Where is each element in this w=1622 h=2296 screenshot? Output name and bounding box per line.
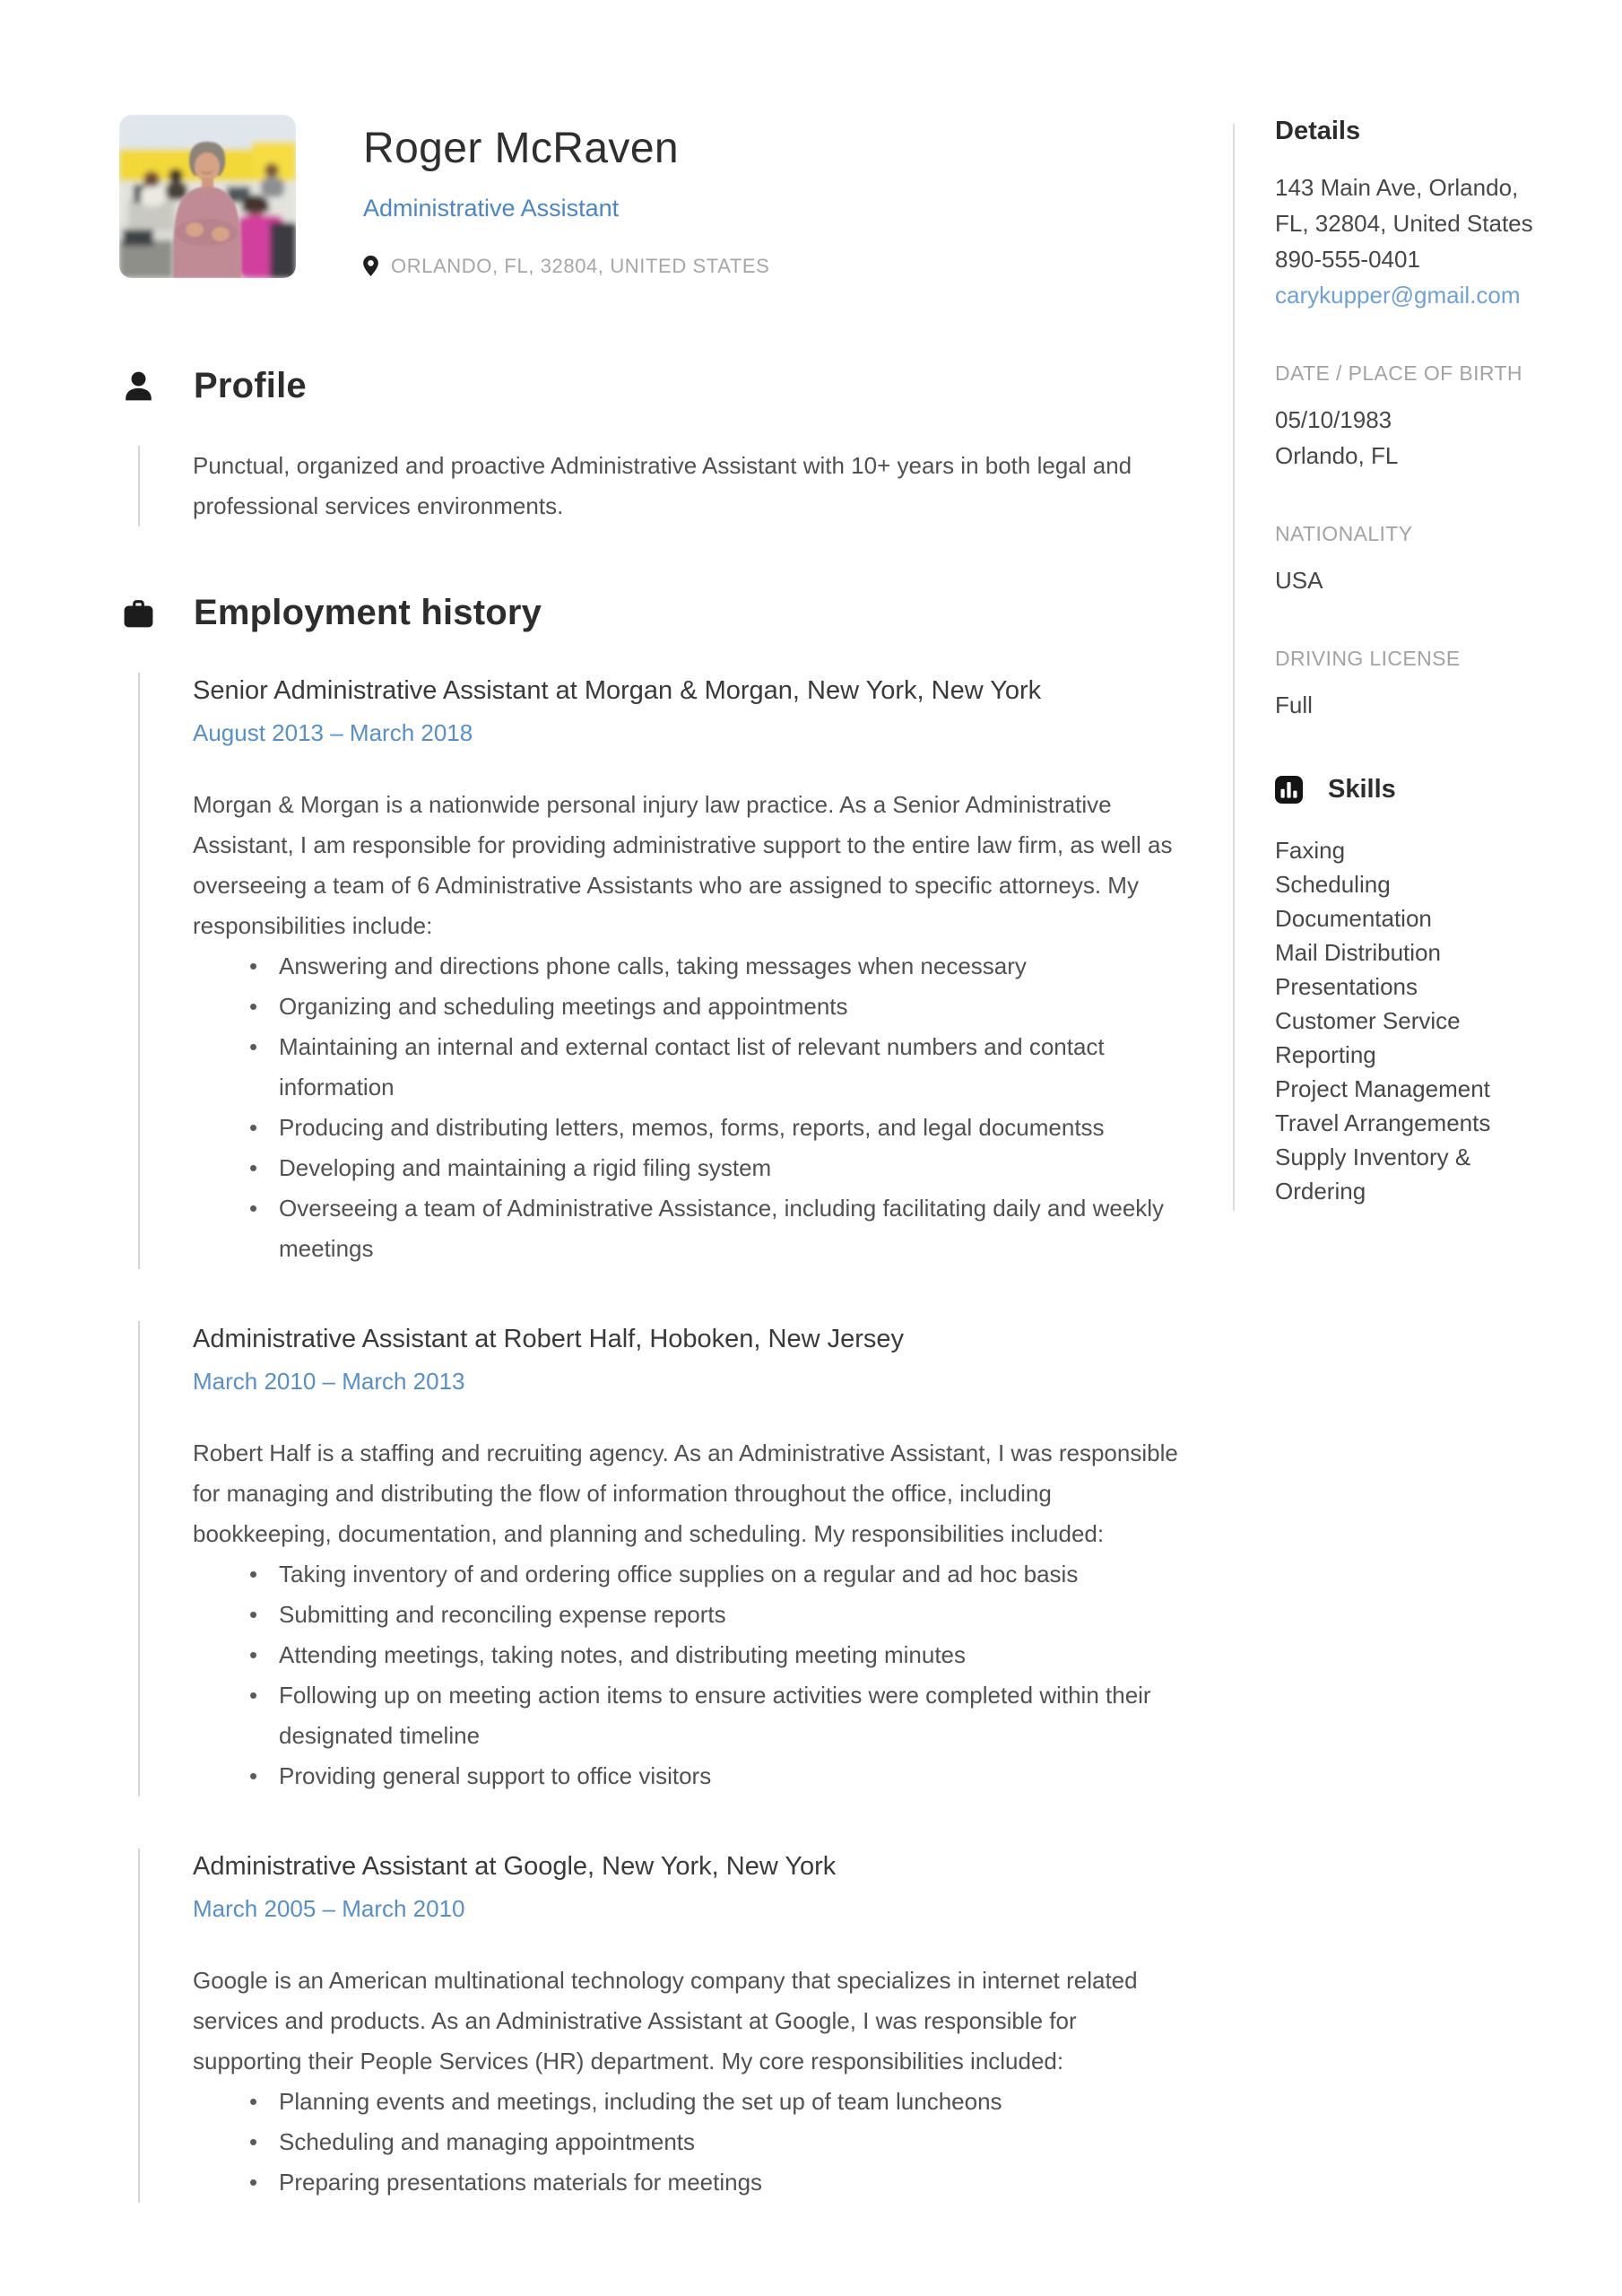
employment-section-header	[123, 593, 1186, 633]
profile-photo-image	[119, 115, 296, 278]
profile-section	[119, 366, 1186, 526]
birth-date: 05/10/1983	[1275, 406, 1392, 433]
skill-item: Supply Inventory & Ordering	[1275, 1144, 1471, 1205]
profile-text: Punctual, organized and proactive Administrative Assistant with 10+ years in both legal and professional services environments.	[193, 452, 1132, 519]
job-description: Morgan & Morgan is a nationwide personal injury law practice. As a Senior Administrative Assistant, I am responsible for providing administrative support to the entire law firm, as well as overseeing a team of 6 Administrative Assistants who are assigned to specific attorneys. My responsibilities include:	[193, 791, 1173, 939]
location-pin-icon	[363, 256, 378, 276]
location-line	[363, 255, 769, 278]
skill-item: Customer Service	[1275, 1007, 1461, 1034]
profile-heading: Profile	[194, 366, 307, 405]
bullet-item: • Producing and distributing letters, memos, forms, reports, and legal documentss	[279, 1108, 1186, 1148]
skill-item: Scheduling	[1275, 871, 1391, 898]
location-text: ORLANDO, FL, 32804, UNITED STATES	[391, 254, 770, 277]
bullet-item: • Scheduling and managing appointments	[279, 2122, 1186, 2162]
phone-number: 890-555-0401	[1275, 246, 1420, 273]
driving-license-value: Full	[1275, 691, 1313, 718]
job-bullet-list	[193, 1554, 1186, 1796]
skill-item: Presentations	[1275, 973, 1418, 1000]
job-bullet-list	[193, 946, 1186, 1269]
job-description: Google is an American multinational technology company that specializes in internet related services and products. As an Administrative Assistant at Google, I was responsible for supporting their People Services (HR) department. My core responsibilities included:	[193, 1967, 1138, 2074]
profile-section-header	[123, 366, 1186, 406]
skills-section-header	[1275, 775, 1537, 804]
profile-body	[138, 446, 1186, 526]
bullet-item: • Providing general support to office visitors	[279, 1756, 1186, 1796]
job-entry	[138, 673, 1186, 1269]
header-text	[363, 126, 769, 278]
skill-item: Faxing	[1275, 837, 1346, 864]
bullet-item: • Overseeing a team of Administrative Assistance, including facilitating daily and weekly meetings	[279, 1188, 1186, 1269]
bullet-item: • Planning events and meetings, including the set up of team luncheons	[279, 2082, 1186, 2122]
job-list	[119, 673, 1186, 2203]
nationality-label: NATIONALITY	[1275, 522, 1413, 545]
bullet-item: • Taking inventory of and ordering office supplies on a regular and ad hoc basis	[279, 1554, 1186, 1595]
skills-heading: Skills	[1328, 775, 1396, 804]
skill-item: Documentation	[1275, 905, 1432, 932]
bullet-item: • Attending meetings, taking notes, and distributing meeting minutes	[279, 1635, 1186, 1675]
sidebar	[1275, 117, 1537, 1208]
job-entry	[138, 1848, 1186, 2203]
job-description: Robert Half is a staffing and recruiting agency. As an Administrative Assistant, I was responsible for managing and distributing the flow of information throughout the office, including bookkeeping, documentation, and planning and scheduling. My responsibilities included:	[193, 1439, 1178, 1547]
driving-license-label: DRIVING LICENSE	[1275, 647, 1461, 670]
birth-place: Orlando, FL	[1275, 442, 1399, 469]
bullet-item: • Preparing presentations materials for meetings	[279, 2162, 1186, 2203]
skill-item: Travel Arrangements	[1275, 1109, 1491, 1136]
bullet-item: • Organizing and scheduling meetings and appointments	[279, 987, 1186, 1027]
job-title: Administrative Assistant at Google, New York, New York	[193, 1852, 837, 1881]
bullet-item: • Answering and directions phone calls, taking messages when necessary	[279, 946, 1186, 987]
resume-header	[119, 0, 1186, 366]
column-divider	[1233, 124, 1235, 1211]
job-title: Administrative Assistant at Robert Half, Hoboken, New Jersey	[193, 1325, 904, 1353]
address-text: 143 Main Ave, Orlando, FL, 32804, United States	[1275, 174, 1533, 237]
bullet-item: • Maintaining an internal and external contact list of relevant numbers and contact information	[279, 1027, 1186, 1108]
job-period: March 2010 – March 2013	[193, 1368, 465, 1395]
nationality-value: USA	[1275, 567, 1323, 594]
employment-heading: Employment history	[194, 593, 542, 632]
email-link[interactable]: carykupper@gmail.com	[1275, 282, 1521, 309]
person-title: Administrative Assistant	[363, 194, 620, 222]
person-name: Roger McRaven	[363, 125, 680, 172]
birth-label: DATE / PLACE OF BIRTH	[1275, 361, 1522, 385]
skill-item: Reporting	[1275, 1041, 1376, 1068]
job-title: Senior Administrative Assistant at Morgan & Morgan, New York, New York	[193, 676, 1042, 705]
skill-item: Mail Distribution	[1275, 939, 1441, 966]
details-heading: Details	[1275, 117, 1361, 145]
job-period: March 2005 – March 2010	[193, 1895, 465, 1922]
person-icon	[123, 370, 154, 402]
main-column	[119, 0, 1186, 2203]
briefcase-icon	[123, 597, 154, 629]
bar-chart-icon	[1275, 776, 1303, 804]
bullet-item: • Submitting and reconciling expense reports	[279, 1595, 1186, 1635]
skill-item: Project Management	[1275, 1075, 1490, 1102]
skills-list	[1275, 833, 1537, 1208]
job-bullet-list	[193, 2082, 1186, 2203]
bullet-item: • Developing and maintaining a rigid filing system	[279, 1148, 1186, 1188]
job-period: August 2013 – March 2018	[193, 719, 473, 746]
employment-section	[119, 593, 1186, 2203]
bullet-item: • Following up on meeting action items to ensure activities were completed within their designated timeline	[279, 1675, 1186, 1756]
profile-photo	[119, 115, 296, 278]
job-entry	[138, 1321, 1186, 1796]
